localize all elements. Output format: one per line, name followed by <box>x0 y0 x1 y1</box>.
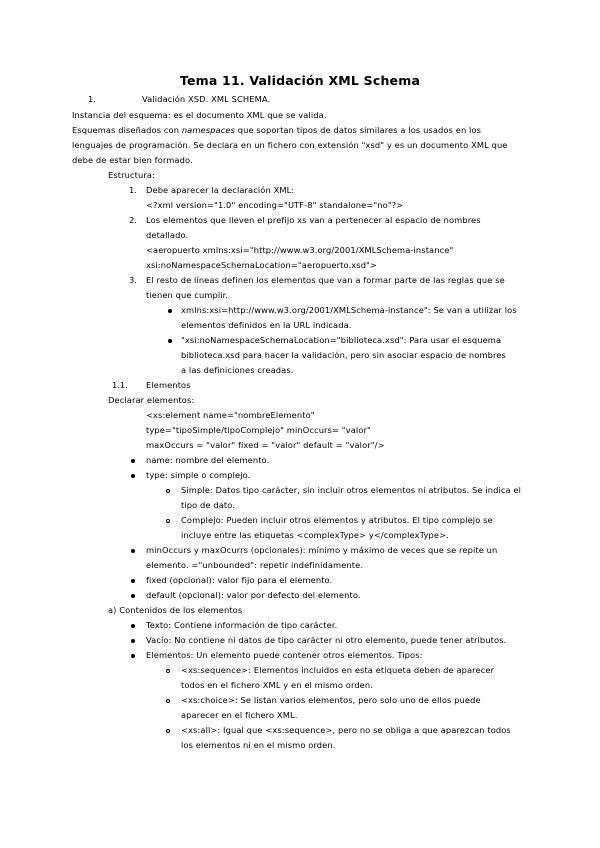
namespaces-emphasis: namespaces <box>181 125 236 135</box>
bullet-dot <box>131 549 135 553</box>
bullet-line: default (opcional): valor por defecto del elemento. <box>146 590 361 600</box>
sub-bullet-ring <box>166 729 170 733</box>
bullet-line: Elementos: Un elemento puede contener otros elementos. Tipos: <box>146 650 423 660</box>
bullet-line: elemento. ="unbounded": repetir indefinidamente. <box>146 560 364 570</box>
bullet-dot <box>168 339 172 343</box>
bullet-line: xmlns:xsi=http://www.w3.org/2001/XMLSchema-instance": Se van a utilizar los <box>181 305 517 315</box>
code-line: xsi:noNamespaceSchemaLocation="aeropuerto.xsd"> <box>146 260 378 270</box>
bullet-line: "xsi:noNamespaceSchemaLocation="biblioteca.xsd": Para usar el esquema <box>181 335 502 345</box>
bullet-dot <box>131 639 135 643</box>
subsection-number: 1.1. <box>112 380 128 390</box>
code-line: <?xml version="1.0" encoding="UTF-8" standalone="no"?> <box>146 200 404 210</box>
sub-bullet-line: <xs:all>: Igual que <xs:sequence>, pero no se obliga a que aparezcan todos <box>181 725 511 735</box>
sub-bullet-ring <box>166 699 170 703</box>
bullet-line: name: nombre del elemento. <box>146 455 270 465</box>
sub-bullet-line: los elementos ni en el mismo orden. <box>181 740 336 750</box>
estructura-label: Estructura: <box>108 170 155 180</box>
sub-bullet-line: Simple: Datos tipo carácter, sin incluir otros elementos ni atributos. Se indica el <box>181 485 522 495</box>
bullet-dot <box>131 474 135 478</box>
list-item-line: detallado. <box>146 230 189 240</box>
sub-bullet-line: Complejo: Pueden incluir otros elementos y atributos. El tipo complejo se <box>181 515 493 525</box>
section-heading: Validación XSD. XML SCHEMA. <box>142 94 271 104</box>
bullet-dot <box>131 594 135 598</box>
code-line: <aeropuerto xmlns:xsi="http://www.w3.org/2001/XMLSchema-instance" <box>146 245 454 255</box>
sub-bullet-line: aparecer en el fichero XML. <box>181 710 298 720</box>
list-item-line: Debe aparecer la declaración XML: <box>146 185 295 195</box>
bullet-line: fixed (opcional): valor fijo para el elemento. <box>146 575 333 585</box>
bullet-line: a las definiciones creadas. <box>181 365 294 375</box>
bullet-line: type: simple o complejo. <box>146 470 251 480</box>
bullet-dot <box>168 309 172 313</box>
intro-line: Instancia del esquema: es el documento XML que se valida. <box>72 110 327 120</box>
page-title: Tema 11. Validación XML Schema <box>179 73 421 88</box>
list-item-line: tienen que cumplir. <box>146 290 229 300</box>
intro-line: lenguajes de programación. Se declara en un fichero con extensión "xsd" y es un documento XML que <box>72 140 508 150</box>
bullet-line: elementos definidos en la URL indicada. <box>181 320 352 330</box>
code-line: <xs:element name="nombreElemento" <box>146 410 315 420</box>
bullet-line: minOccurs y maxOcurrs (opcionales): mínimo y máximo de veces que se repite un <box>146 545 498 555</box>
sub-bullet-ring <box>166 669 170 673</box>
bullet-dot <box>131 654 135 658</box>
bullet-dot <box>131 459 135 463</box>
sub-bullet-line: tipo de dato. <box>181 500 236 510</box>
sub-bullet-line: todos en el fichero XML y en el mismo orden. <box>181 680 373 690</box>
list-number: 2. <box>129 215 137 225</box>
code-line: type="tipoSimple/tipoComplejo" minOccurs= "valor" <box>146 425 371 435</box>
bullet-line: Vacío: No contiene ni datos de tipo carácter ni otro elemento, puede tener atributos. <box>146 635 507 645</box>
declarar-label: Declarar elementos: <box>108 395 195 405</box>
intro-line: debe de estar bien formado. <box>72 155 193 165</box>
subsection-heading-a: a) Contenidos de los elementos <box>108 605 243 615</box>
intro-line: Esquemas diseñados con namespaces que soportan tipos de datos similares a los usados en los <box>72 125 482 135</box>
list-item-line: Los elementos que lleven el prefijo xs van a pertenecer al espacio de nombres <box>146 215 481 225</box>
sub-bullet-line: incluye entre las etiquetas <complexType> y</complexType>. <box>181 530 449 540</box>
sub-bullet-line: <xs:sequence>: Elementos incluidos en esta etiqueta deben de aparecer <box>181 665 495 675</box>
list-number: 3. <box>129 275 137 285</box>
subsection-heading: Elementos <box>146 380 191 390</box>
sub-bullet-ring <box>166 489 170 493</box>
bullet-line: Texto: Contiene información de tipo carácter. <box>146 620 338 630</box>
code-line: maxOccurs = "valor" fixed = "valor" default = "valor"/> <box>146 440 385 450</box>
bullet-dot <box>131 624 135 628</box>
bullet-line: biblioteca.xsd para hacer la validación, pero sin asociar espacio de nombres <box>181 350 506 360</box>
bullet-dot <box>131 579 135 583</box>
list-item-line: El resto de líneas definen los elementos que van a formar parte de las reglas que se <box>146 275 505 285</box>
sub-bullet-line: <xs:choice>: Se listan varios elementos, pero solo uno de ellos puede <box>181 695 481 705</box>
section-number: 1. <box>88 94 96 104</box>
sub-bullet-ring <box>166 519 170 523</box>
list-number: 1. <box>129 185 137 195</box>
